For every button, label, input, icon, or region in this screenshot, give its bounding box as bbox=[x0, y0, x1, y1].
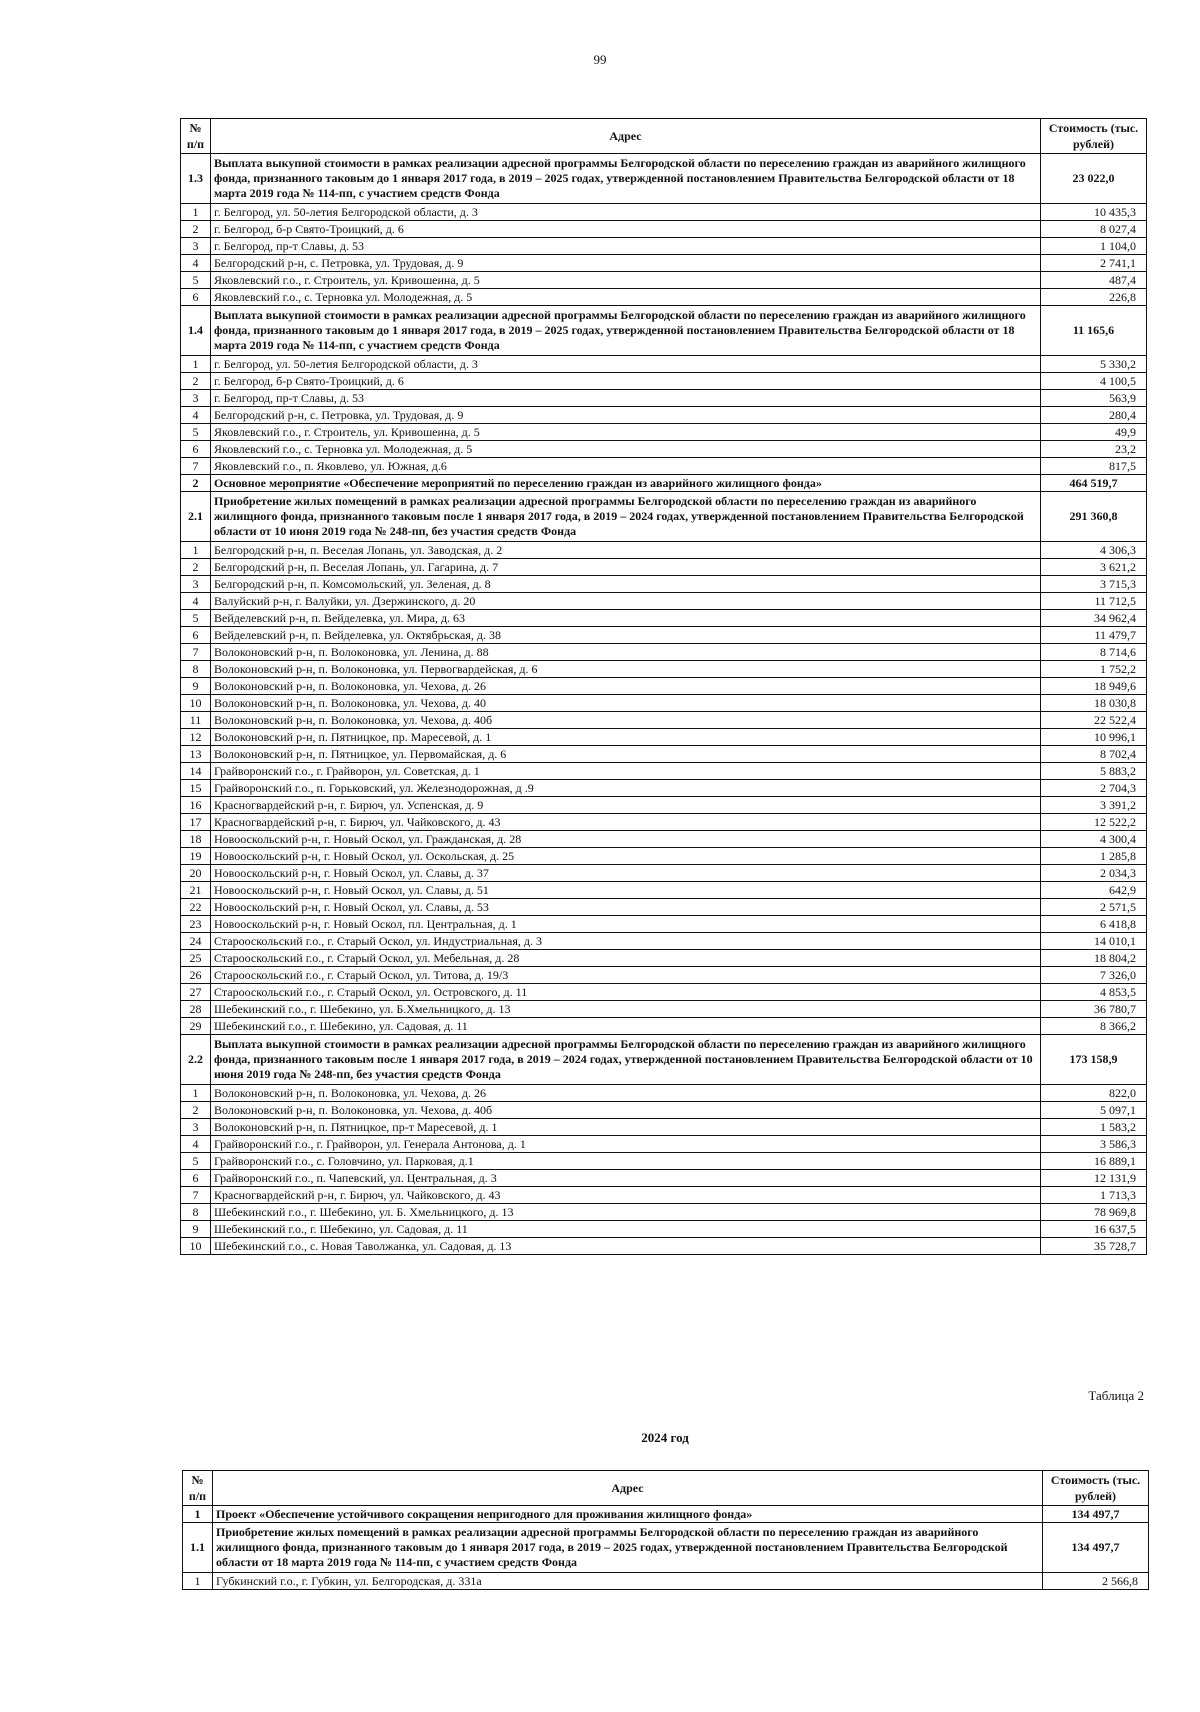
row-cost: 23,2 bbox=[1041, 441, 1147, 458]
row-number: 2 bbox=[181, 1102, 211, 1119]
row-cost: 1 752,2 bbox=[1041, 661, 1147, 678]
table-row bbox=[181, 627, 1147, 644]
row-address: Шебекинский г.о., г. Шебекино, ул. Садовая, д. 11 bbox=[211, 1221, 1041, 1238]
row-address: Грайворонский г.о., г. Грайворон, ул. Советская, д. 1 bbox=[211, 763, 1041, 780]
row-cost: 4 100,5 bbox=[1041, 373, 1147, 390]
row-cost: 2 571,5 bbox=[1041, 899, 1147, 916]
table-row bbox=[181, 933, 1147, 950]
table-row bbox=[181, 746, 1147, 763]
row-address: Грайворонский г.о., п. Горьковский, ул. Железнодорожная, д .9 bbox=[211, 780, 1041, 797]
table-row bbox=[181, 729, 1147, 746]
table-row bbox=[181, 1102, 1147, 1119]
row-address: Старооскольский г.о., г. Старый Оскол, ул. Титова, д. 19/3 bbox=[211, 967, 1041, 984]
row-address: Волоконовский р-н, п. Волоконовка, ул. Первогвардейская, д. 6 bbox=[211, 661, 1041, 678]
row-cost: 1 583,2 bbox=[1041, 1119, 1147, 1136]
row-cost: 6 418,8 bbox=[1041, 916, 1147, 933]
row-cost: 817,5 bbox=[1041, 458, 1147, 475]
row-number: 5 bbox=[181, 424, 211, 441]
row-cost: 36 780,7 bbox=[1041, 1001, 1147, 1018]
row-number: 2 bbox=[181, 475, 211, 492]
row-number: 3 bbox=[181, 576, 211, 593]
table-row bbox=[181, 1221, 1147, 1238]
row-cost: 8 714,6 bbox=[1041, 644, 1147, 661]
section-row bbox=[181, 492, 1147, 542]
row-address: г. Белгород, ул. 50-летия Белгородской области, д. 3 bbox=[211, 204, 1041, 221]
row-address: Белгородский р-н, п. Веселая Лопань, ул. Гагарина, д. 7 bbox=[211, 559, 1041, 576]
row-cost: 134 497,7 bbox=[1043, 1506, 1149, 1523]
row-number: 1.3 bbox=[181, 154, 211, 204]
row-number: 19 bbox=[181, 848, 211, 865]
row-cost: 18 030,8 bbox=[1041, 695, 1147, 712]
row-address: Губкинский г.о., г. Губкин, ул. Белгородская, д. 331а bbox=[213, 1573, 1043, 1590]
table-row bbox=[181, 1085, 1147, 1102]
row-address: Старооскольский г.о., г. Старый Оскол, ул. Мебельная, д. 28 bbox=[211, 950, 1041, 967]
table-row bbox=[181, 984, 1147, 1001]
row-address: г. Белгород, б-р Свято-Троицкий, д. 6 bbox=[211, 221, 1041, 238]
row-address: Шебекинский г.о., г. Шебекино, ул. Садовая, д. 11 bbox=[211, 1018, 1041, 1035]
row-address: Шебекинский г.о., г. Шебекино, ул. Б.Хмельницкого, д. 13 bbox=[211, 1001, 1041, 1018]
row-address: г. Белгород, б-р Свято-Троицкий, д. 6 bbox=[211, 373, 1041, 390]
table-row bbox=[181, 238, 1147, 255]
table-row bbox=[181, 424, 1147, 441]
row-address: г. Белгород, пр-т Славы, д. 53 bbox=[211, 390, 1041, 407]
row-cost: 14 010,1 bbox=[1041, 933, 1147, 950]
table-2-caption: Таблица 2 bbox=[1088, 1388, 1144, 1403]
row-address: г. Белгород, пр-т Славы, д. 53 bbox=[211, 238, 1041, 255]
row-address: Основное мероприятие «Обеспечение мероприятий по переселению граждан из аварийного жилищного фонда» bbox=[211, 475, 1041, 492]
header-cost: Стоимость (тыс. рублей) bbox=[1043, 1471, 1149, 1506]
row-cost: 11 165,6 bbox=[1041, 306, 1147, 356]
row-address: Шебекинский г.о., с. Новая Таволжанка, ул. Садовая, д. 13 bbox=[211, 1238, 1041, 1255]
row-cost: 35 728,7 bbox=[1041, 1238, 1147, 1255]
row-cost: 3 621,2 bbox=[1041, 559, 1147, 576]
row-address: Грайворонский г.о., п. Чапевский, ул. Центральная, д. 3 bbox=[211, 1170, 1041, 1187]
table-row bbox=[181, 1187, 1147, 1204]
table-row bbox=[181, 576, 1147, 593]
row-number: 6 bbox=[181, 289, 211, 306]
table-row bbox=[181, 814, 1147, 831]
table-row bbox=[181, 441, 1147, 458]
row-address: Проект «Обеспечение устойчивого сокращения непригодного для проживания жилищного фонда» bbox=[213, 1506, 1043, 1523]
row-number: 1 bbox=[183, 1506, 213, 1523]
row-number: 29 bbox=[181, 1018, 211, 1035]
row-cost: 1 104,0 bbox=[1041, 238, 1147, 255]
row-number: 1 bbox=[181, 356, 211, 373]
row-number: 26 bbox=[181, 967, 211, 984]
table-row bbox=[181, 458, 1147, 475]
row-number: 17 bbox=[181, 814, 211, 831]
row-address: Выплата выкупной стоимости в рамках реализации адресной программы Белгородской области по переселению граждан из аварийного жилищного фонда, признанного таковым после 1 января 2017 года, в 2019 – 2024 годах, утвержденной постановлением Правительства Белгородской области от 10 июня 2019 года № 248-пп, без участия средств Фонда bbox=[211, 1035, 1041, 1085]
table-row bbox=[181, 763, 1147, 780]
row-cost: 173 158,9 bbox=[1041, 1035, 1147, 1085]
table-row bbox=[181, 1153, 1147, 1170]
row-address: Шебекинский г.о., г. Шебекино, ул. Б. Хмельницкого, д. 13 bbox=[211, 1204, 1041, 1221]
row-number: 6 bbox=[181, 441, 211, 458]
row-number: 7 bbox=[181, 1187, 211, 1204]
row-cost: 280,4 bbox=[1041, 407, 1147, 424]
row-cost: 1 713,3 bbox=[1041, 1187, 1147, 1204]
table-row bbox=[181, 695, 1147, 712]
section-row bbox=[181, 1035, 1147, 1085]
row-address: Волоконовский р-н, п. Волоконовка, ул. Чехова, д. 40 bbox=[211, 695, 1041, 712]
row-cost: 5 330,2 bbox=[1041, 356, 1147, 373]
row-number: 2 bbox=[181, 559, 211, 576]
row-cost: 18 949,6 bbox=[1041, 678, 1147, 695]
row-address: Приобретение жилых помещений в рамках реализации адресной программы Белгородской области по переселению граждан из аварийного жилищного фонда, признанного таковым после 1 января 2017 года, в 2019 – 2024 годах, утвержденной постановлением Правительства Белгородской области от 10 июня 2019 года № 248-пп, без участия средств Фонда bbox=[211, 492, 1041, 542]
row-number: 7 bbox=[181, 458, 211, 475]
row-address: г. Белгород, ул. 50-летия Белгородской области, д. 3 bbox=[211, 356, 1041, 373]
row-number: 1 bbox=[183, 1573, 213, 1590]
table-row bbox=[181, 356, 1147, 373]
row-number: 23 bbox=[181, 916, 211, 933]
row-address: Приобретение жилых помещений в рамках реализации адресной программы Белгородской области по переселению граждан из аварийного жилищного фонда, признанного таковым до 1 января 2017 года, в 2019 – 2025 годах, утвержденной постановлением Правительства Белгородской области от 18 марта 2019 года № 114-пп, с участием средств Фонда bbox=[213, 1523, 1043, 1573]
row-cost: 642,9 bbox=[1041, 882, 1147, 899]
table-row bbox=[181, 221, 1147, 238]
table-row bbox=[181, 950, 1147, 967]
section-row bbox=[181, 154, 1147, 204]
row-number: 2.1 bbox=[181, 492, 211, 542]
page-number: 99 bbox=[593, 52, 607, 67]
row-cost: 2 566,8 bbox=[1043, 1573, 1149, 1590]
row-address: Новооскольский р-н, г. Новый Оскол, ул. Славы, д. 51 bbox=[211, 882, 1041, 899]
row-address: Старооскольский г.о., г. Старый Оскол, ул. Индустриальная, д. 3 bbox=[211, 933, 1041, 950]
row-number: 5 bbox=[181, 610, 211, 627]
row-address: Выплата выкупной стоимости в рамках реализации адресной программы Белгородской области по переселению граждан из аварийного жилищного фонда, признанного таковым до 1 января 2017 года, в 2019 – 2025 годах, утвержденной постановлением Правительства Белгородской области от 18 марта 2019 года № 114-пп, с участием средств Фонда bbox=[211, 306, 1041, 356]
row-address: Волоконовский р-н, п. Волоконовка, ул. Ленина, д. 88 bbox=[211, 644, 1041, 661]
row-cost: 3 586,3 bbox=[1041, 1136, 1147, 1153]
table-row bbox=[183, 1573, 1149, 1590]
row-address: Новооскольский р-н, г. Новый Оскол, пл. Центральная, д. 1 bbox=[211, 916, 1041, 933]
row-address: Волоконовский р-н, п. Пятницкое, пр. Маресевой, д. 1 bbox=[211, 729, 1041, 746]
row-cost: 4 306,3 bbox=[1041, 542, 1147, 559]
row-cost: 12 131,9 bbox=[1041, 1170, 1147, 1187]
row-cost: 5 883,2 bbox=[1041, 763, 1147, 780]
header-num: № п/п bbox=[181, 119, 211, 154]
row-cost: 23 022,0 bbox=[1041, 154, 1147, 204]
row-cost: 49,9 bbox=[1041, 424, 1147, 441]
row-cost: 11 479,7 bbox=[1041, 627, 1147, 644]
row-number: 2.2 bbox=[181, 1035, 211, 1085]
table-row bbox=[181, 882, 1147, 899]
row-number: 12 bbox=[181, 729, 211, 746]
table-row bbox=[181, 390, 1147, 407]
row-cost: 22 522,4 bbox=[1041, 712, 1147, 729]
row-address: Яковлевский г.о., с. Терновка ул. Молодежная, д. 5 bbox=[211, 289, 1041, 306]
addresses-table-1 bbox=[180, 118, 1147, 1255]
section-row bbox=[181, 306, 1147, 356]
row-number: 9 bbox=[181, 678, 211, 695]
row-cost: 16 889,1 bbox=[1041, 1153, 1147, 1170]
row-cost: 16 637,5 bbox=[1041, 1221, 1147, 1238]
table-row bbox=[181, 644, 1147, 661]
row-address: Красногвардейский р-н, г. Бирюч, ул. Чайковского, д. 43 bbox=[211, 1187, 1041, 1204]
table-row bbox=[181, 899, 1147, 916]
row-number: 5 bbox=[181, 272, 211, 289]
row-number: 3 bbox=[181, 390, 211, 407]
table-row bbox=[181, 916, 1147, 933]
row-address: Грайворонский г.о., с. Головчино, ул. Парковая, д.1 bbox=[211, 1153, 1041, 1170]
section-row bbox=[183, 1523, 1149, 1573]
row-cost: 10 996,1 bbox=[1041, 729, 1147, 746]
table-row bbox=[181, 1204, 1147, 1221]
row-address: Выплата выкупной стоимости в рамках реализации адресной программы Белгородской области по переселению граждан из аварийного жилищного фонда, признанного таковым до 1 января 2017 года, в 2019 – 2025 годах, утвержденной постановлением Правительства Белгородской области от 18 марта 2019 года № 114-пп, с участием средств Фонда bbox=[211, 154, 1041, 204]
row-number: 15 bbox=[181, 780, 211, 797]
row-address: Белгородский р-н, п. Веселая Лопань, ул. Заводская, д. 2 bbox=[211, 542, 1041, 559]
table-row bbox=[181, 797, 1147, 814]
row-cost: 11 712,5 bbox=[1041, 593, 1147, 610]
row-address: Волоконовский р-н, п. Волоконовка, ул. Чехова, д. 40б bbox=[211, 712, 1041, 729]
row-number: 1.4 bbox=[181, 306, 211, 356]
table-row bbox=[181, 1001, 1147, 1018]
row-number: 21 bbox=[181, 882, 211, 899]
row-address: Волоконовский р-н, п. Пятницкое, пр-т Маресевой, д. 1 bbox=[211, 1119, 1041, 1136]
table-row bbox=[181, 559, 1147, 576]
table-row bbox=[181, 1170, 1147, 1187]
table-row bbox=[181, 1238, 1147, 1255]
row-number: 9 bbox=[181, 1221, 211, 1238]
row-address: Яковлевский г.о., г. Строитель, ул. Кривошеина, д. 5 bbox=[211, 424, 1041, 441]
row-address: Новооскольский р-н, г. Новый Оскол, ул. Славы, д. 53 bbox=[211, 899, 1041, 916]
row-number: 6 bbox=[181, 1170, 211, 1187]
row-number: 22 bbox=[181, 899, 211, 916]
row-cost: 1 285,8 bbox=[1041, 848, 1147, 865]
row-address: Валуйский р-н, г. Валуйки, ул. Дзержинского, д. 20 bbox=[211, 593, 1041, 610]
row-cost: 2 741,1 bbox=[1041, 255, 1147, 272]
row-number: 28 bbox=[181, 1001, 211, 1018]
row-cost: 487,4 bbox=[1041, 272, 1147, 289]
row-address: Новооскольский р-н, г. Новый Оскол, ул. Гражданская, д. 28 bbox=[211, 831, 1041, 848]
header-address: Адрес bbox=[211, 119, 1041, 154]
row-number: 27 bbox=[181, 984, 211, 1001]
row-cost: 2 704,3 bbox=[1041, 780, 1147, 797]
row-cost: 8 366,2 bbox=[1041, 1018, 1147, 1035]
row-number: 13 bbox=[181, 746, 211, 763]
row-cost: 7 326,0 bbox=[1041, 967, 1147, 984]
row-cost: 5 097,1 bbox=[1041, 1102, 1147, 1119]
row-number: 24 bbox=[181, 933, 211, 950]
row-number: 3 bbox=[181, 238, 211, 255]
row-number: 2 bbox=[181, 221, 211, 238]
main-activity-row bbox=[181, 475, 1147, 492]
row-number: 2 bbox=[181, 373, 211, 390]
row-cost: 822,0 bbox=[1041, 1085, 1147, 1102]
header-cost: Стоимость (тыс. рублей) bbox=[1041, 119, 1147, 154]
table-row bbox=[181, 865, 1147, 882]
table-row bbox=[181, 255, 1147, 272]
row-address: Красногвардейский р-н, г. Бирюч, ул. Чайковского, д. 43 bbox=[211, 814, 1041, 831]
row-cost: 8 027,4 bbox=[1041, 221, 1147, 238]
row-address: Новооскольский р-н, г. Новый Оскол, ул. Оскольская, д. 25 bbox=[211, 848, 1041, 865]
row-cost: 134 497,7 bbox=[1043, 1523, 1149, 1573]
row-number: 5 bbox=[181, 1153, 211, 1170]
row-number: 7 bbox=[181, 644, 211, 661]
table-row bbox=[181, 678, 1147, 695]
row-address: Яковлевский г.о., п. Яковлево, ул. Южная, д.6 bbox=[211, 458, 1041, 475]
row-address: Яковлевский г.о., с. Терновка ул. Молодежная, д. 5 bbox=[211, 441, 1041, 458]
row-number: 25 bbox=[181, 950, 211, 967]
row-number: 4 bbox=[181, 593, 211, 610]
table-row bbox=[181, 272, 1147, 289]
row-address: Яковлевский г.о., г. Строитель, ул. Кривошеина, д. 5 bbox=[211, 272, 1041, 289]
main-activity-row bbox=[183, 1506, 1149, 1523]
table-row bbox=[181, 780, 1147, 797]
row-number: 4 bbox=[181, 1136, 211, 1153]
row-address: Старооскольский г.о., г. Старый Оскол, ул. Островского, д. 11 bbox=[211, 984, 1041, 1001]
row-number: 4 bbox=[181, 407, 211, 424]
table-header-row bbox=[183, 1471, 1149, 1506]
table-row bbox=[181, 967, 1147, 984]
table-row bbox=[181, 289, 1147, 306]
row-cost: 18 804,2 bbox=[1041, 950, 1147, 967]
row-number: 10 bbox=[181, 695, 211, 712]
header-num: № п/п bbox=[183, 1471, 213, 1506]
row-cost: 10 435,3 bbox=[1041, 204, 1147, 221]
row-address: Вейделевский р-н, п. Вейделевка, ул. Октябрьская, д. 38 bbox=[211, 627, 1041, 644]
year-title: 2024 год bbox=[641, 1430, 689, 1445]
row-cost: 3 391,2 bbox=[1041, 797, 1147, 814]
table-row bbox=[181, 831, 1147, 848]
row-address: Белгородский р-н, с. Петровка, ул. Трудовая, д. 9 bbox=[211, 255, 1041, 272]
table-row bbox=[181, 661, 1147, 678]
addresses-table-2 bbox=[182, 1470, 1149, 1590]
row-number: 14 bbox=[181, 763, 211, 780]
row-cost: 78 969,8 bbox=[1041, 1204, 1147, 1221]
row-cost: 4 300,4 bbox=[1041, 831, 1147, 848]
row-cost: 2 034,3 bbox=[1041, 865, 1147, 882]
table-row bbox=[181, 542, 1147, 559]
row-number: 4 bbox=[181, 255, 211, 272]
table-row bbox=[181, 610, 1147, 627]
row-number: 1 bbox=[181, 204, 211, 221]
row-number: 8 bbox=[181, 661, 211, 678]
row-number: 16 bbox=[181, 797, 211, 814]
row-cost: 8 702,4 bbox=[1041, 746, 1147, 763]
row-address: Белгородский р-н, с. Петровка, ул. Трудовая, д. 9 bbox=[211, 407, 1041, 424]
row-number: 18 bbox=[181, 831, 211, 848]
row-cost: 291 360,8 bbox=[1041, 492, 1147, 542]
table-row bbox=[181, 712, 1147, 729]
row-number: 1.1 bbox=[183, 1523, 213, 1573]
row-number: 20 bbox=[181, 865, 211, 882]
row-address: Волоконовский р-н, п. Волоконовка, ул. Чехова, д. 40б bbox=[211, 1102, 1041, 1119]
row-cost: 12 522,2 bbox=[1041, 814, 1147, 831]
table-row bbox=[181, 373, 1147, 390]
row-number: 8 bbox=[181, 1204, 211, 1221]
row-address: Грайворонский г.о., г. Грайворон, ул. Генерала Антонова, д. 1 bbox=[211, 1136, 1041, 1153]
row-address: Новооскольский р-н, г. Новый Оскол, ул. Славы, д. 37 bbox=[211, 865, 1041, 882]
row-address: Белгородский р-н, п. Комсомольский, ул. Зеленая, д. 8 bbox=[211, 576, 1041, 593]
row-cost: 34 962,4 bbox=[1041, 610, 1147, 627]
table-row bbox=[181, 848, 1147, 865]
row-number: 1 bbox=[181, 1085, 211, 1102]
table-row bbox=[181, 407, 1147, 424]
row-address: Красногвардейский р-н, г. Бирюч, ул. Успенская, д. 9 bbox=[211, 797, 1041, 814]
row-cost: 563,9 bbox=[1041, 390, 1147, 407]
row-address: Волоконовский р-н, п. Пятницкое, ул. Первомайская, д. 6 bbox=[211, 746, 1041, 763]
row-address: Волоконовский р-н, п. Волоконовка, ул. Чехова, д. 26 bbox=[211, 678, 1041, 695]
table-row bbox=[181, 1018, 1147, 1035]
table-row bbox=[181, 1119, 1147, 1136]
row-number: 11 bbox=[181, 712, 211, 729]
row-cost: 226,8 bbox=[1041, 289, 1147, 306]
row-address: Вейделевский р-н, п. Вейделевка, ул. Мира, д. 63 bbox=[211, 610, 1041, 627]
row-cost: 3 715,3 bbox=[1041, 576, 1147, 593]
row-number: 10 bbox=[181, 1238, 211, 1255]
row-number: 3 bbox=[181, 1119, 211, 1136]
header-address: Адрес bbox=[213, 1471, 1043, 1506]
row-number: 6 bbox=[181, 627, 211, 644]
row-number: 1 bbox=[181, 542, 211, 559]
table-row bbox=[181, 593, 1147, 610]
row-cost: 4 853,5 bbox=[1041, 984, 1147, 1001]
table-header-row bbox=[181, 119, 1147, 154]
table-row bbox=[181, 1136, 1147, 1153]
table-row bbox=[181, 204, 1147, 221]
row-address: Волоконовский р-н, п. Волоконовка, ул. Чехова, д. 26 bbox=[211, 1085, 1041, 1102]
row-cost: 464 519,7 bbox=[1041, 475, 1147, 492]
